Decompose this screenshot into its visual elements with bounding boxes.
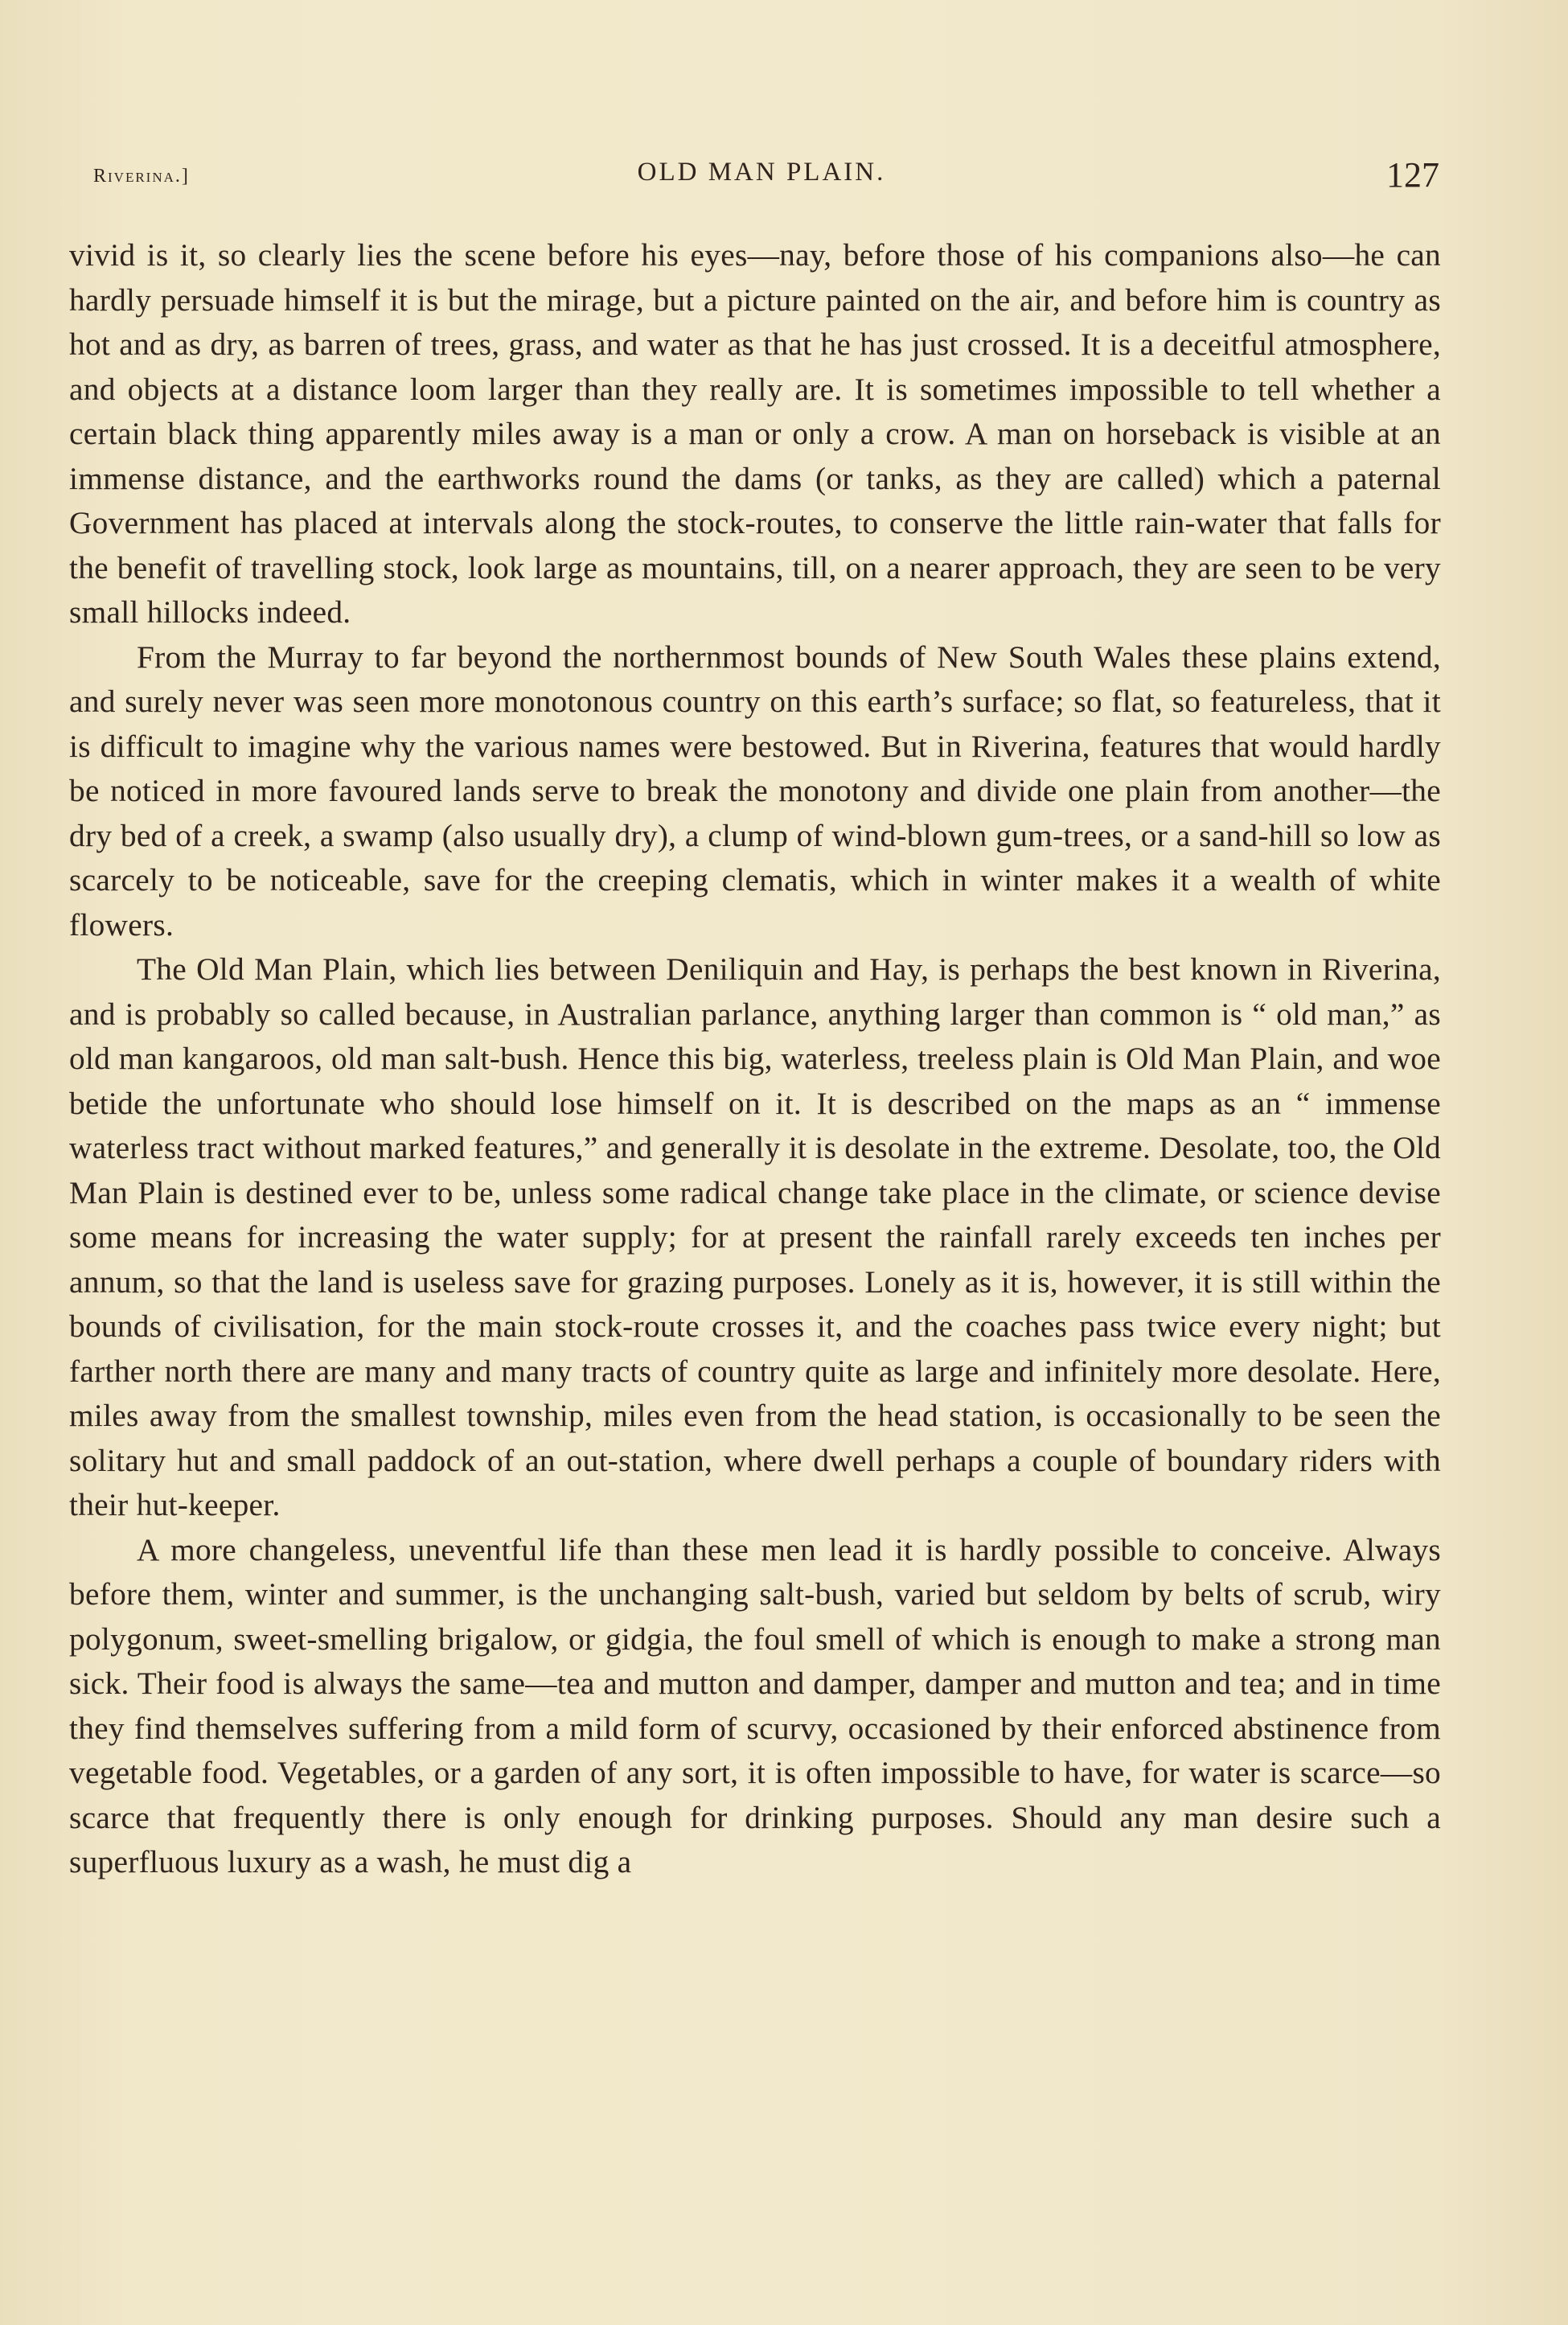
paragraph-4: A more changeless, uneventful life than these men lead it is hardly possible to conceive. Always before them, winter and summer, is the unchanging salt-bush, varied but seldom by belts of scrub, wiry polygonum, sweet-smelling brigalow, or gidgia, the foul smell of which is enough to make a strong man sick. Their food is always the same—tea and mutton and damper, damper and mutton and tea; and in time they find themselves suffering from a mild form of scurvy, occasioned by their enforced abstinence from vegetable food. Vegetables, or a garden of any sort, it is often impossible to have, for water is scarce—so scarce that frequently there is only enough for drinking purposes. Should any man desire such a superfluous luxury as a wash, he must dig a <box>69 1531 1441 1879</box>
page-number: 127 <box>1386 155 1439 195</box>
paragraph-3: The Old Man Plain, which lies between Deniliquin and Hay, is perhaps the best known in Riverina, and is probably so called because, in Australian parlance, anything larger than common is “ old man,” as old man kangaroos, old man salt-bush. Hence this big, waterless, treeless plain is Old Man Plain, and woe betide the unfortunate who should lose himself on it. It is described on the maps as an “ immense waterless tract without marked features,” and generally it is desolate in the extreme. Desolate, too, the Old Man Plain is destined ever to be, unless some radical change take place in the climate, or science devise some means for increasing the water supply; for at present the rainfall rarely exceeds ten inches per annum, so that the land is useless save for grazing purposes. Lonely as it is, however, it is still within the bounds of civilisation, for the main stock-route crosses it, and the coaches pass twice every night; but farther north there are many and many tracts of country quite as large and infinitely more desolate. Here, miles away from the smallest township, miles even from the head station, is occasionally to be seen the solitary hut and small paddock of an out-station, where dwell perhaps a couple of boundary riders with their hut-keeper. <box>69 951 1441 1522</box>
paragraph-1: vivid is it, so clearly lies the scene before his eyes—nay, before those of his companions also—he can hardly persuade himself it is but the mirage, but a picture painted on the air, and before him is country as hot and as dry, as barren of trees, grass, and water as that he has just crossed. It is a deceitful atmosphere, and objects at a distance loom larger than they really are. It is sometimes impossible to tell whether a certain black thing apparently miles away is a man or only a crow. A man on horseback is visible at an immense distance, and the earthworks round the dams (or tanks, as they are called) which a paternal Government has placed at intervals along the stock-routes, to conserve the little rain-water that falls for the benefit of travelling stock, look large as mountains, till, on a nearer approach, they are seen to be very small hillocks indeed. <box>69 237 1441 630</box>
paragraph-2: From the Murray to far beyond the northernmost bounds of New South Wales these plains extend, and surely never was seen more monotonous country on this earth’s surface; so flat, so featureless, that it is difficult to imagine why the various names were bestowed. But in Riverina, features that would hardly be noticed in more favoured lands serve to break the monotony and divide one plain from another—the dry bed of a creek, a swamp (also usually dry), a clump of wind-blown gum-trees, or a sand-hill so low as scarcely to be noticeable, save for the creeping clematis, which in winter makes it a wealth of white flowers. <box>69 639 1441 943</box>
running-head <box>84 155 1439 206</box>
body-text <box>69 233 1441 1885</box>
page-title: OLD MAN PLAIN. <box>637 158 886 187</box>
section-label: Riverina.] <box>93 166 190 187</box>
